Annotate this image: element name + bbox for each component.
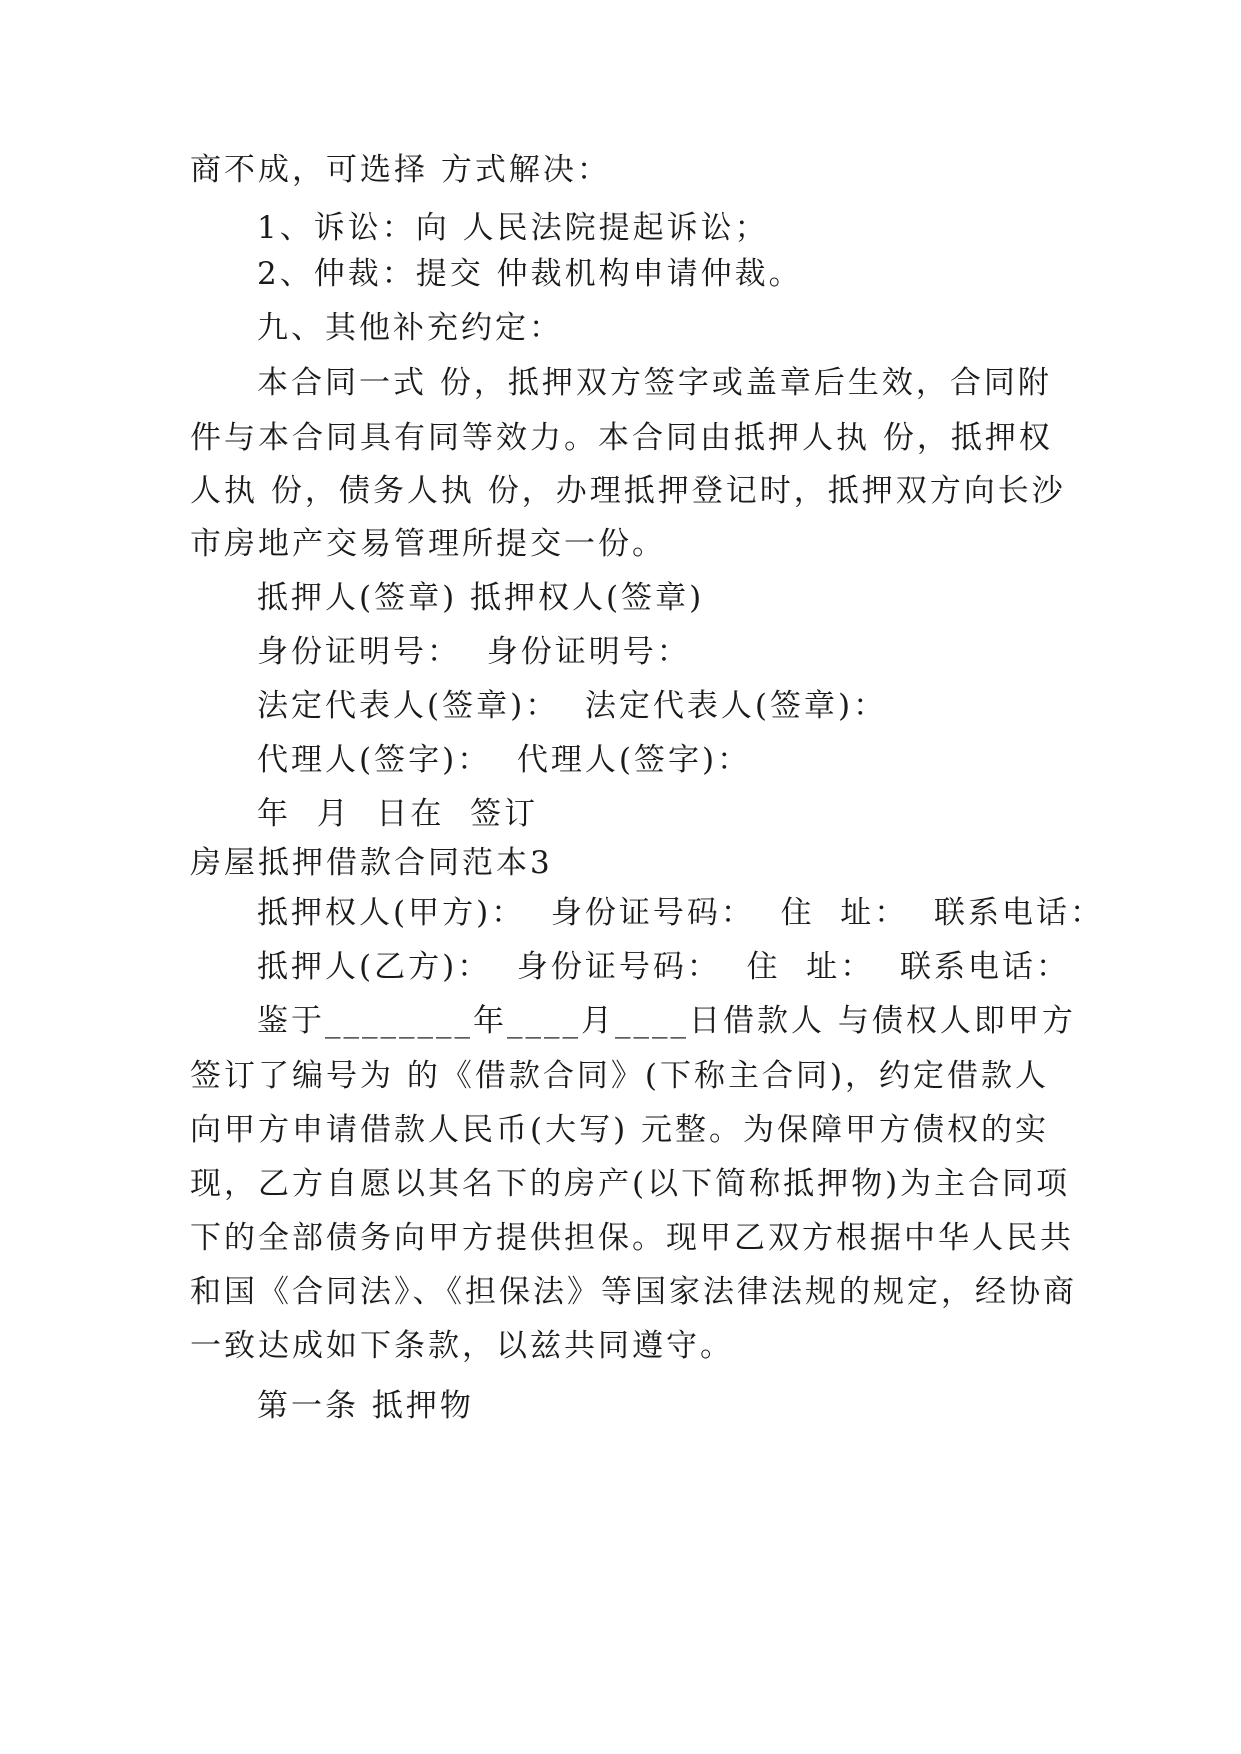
text-line: 第一条 抵押物 [257,1388,474,1424]
text-line: 下的全部债务向甲方提供担保。现甲乙双方根据中华人民共 [190,1220,1074,1256]
text-line: 法定代表人(签章)： 法定代表人(签章)： [257,688,888,724]
text-line: 2、仲裁：提交 仲裁机构申请仲裁。 [257,256,803,292]
text-line: 鉴于________年____月____日借款人 与债权人即甲方 [257,1003,1076,1039]
text-line: 一致达成如下条款，以兹共同遵守。 [190,1328,734,1364]
text-line: 抵押人(签章) 抵押权人(签章) [257,580,705,616]
text-line: 向甲方申请借款人民币(大写) 元整。为保障甲方债权的实 [190,1112,1050,1148]
text-line: 人执 份，债务人执 份，办理抵押登记时，抵押双方向长沙 [190,473,1066,509]
text-line: 代理人(签字)： 代理人(签字)： [257,742,752,778]
text-line: 现，乙方自愿以其名下的房产(以下简称抵押物)为主合同项 [190,1166,1071,1202]
text-line: 年 月 日在 签订 [257,796,539,832]
text-line: 件与本合同具有同等效力。本合同由抵押人执 份，抵押权 [190,420,1053,456]
text-line: 抵押权人(甲方)： 身份证号码： 住 址： 联系电话： [257,895,1105,931]
text-line: 九、其他补充约定： [257,310,563,346]
text-line: 抵押人(乙方)： 身份证号码： 住 址： 联系电话： [257,949,1071,985]
section-title: 房屋抵押借款合同范本3 [190,845,553,881]
text-line: 签订了编号为 的《借款合同》(下称主合同)，约定借款人 [190,1058,1050,1094]
text-line: 身份证明号： 身份证明号： [257,634,691,670]
text-line: 市房地产交易管理所提交一份。 [190,526,666,562]
text-line: 和国《合同法》、《担保法》等国家法律法规的规定，经协商 [190,1274,1077,1310]
text-line: 1、诉讼：向 人民法院提起诉讼； [257,210,769,246]
text-line: 商不成，可选择 方式解决： [190,152,611,188]
text-line: 本合同一式 份，抵押双方签字或盖章后生效，合同附 [257,365,1052,401]
